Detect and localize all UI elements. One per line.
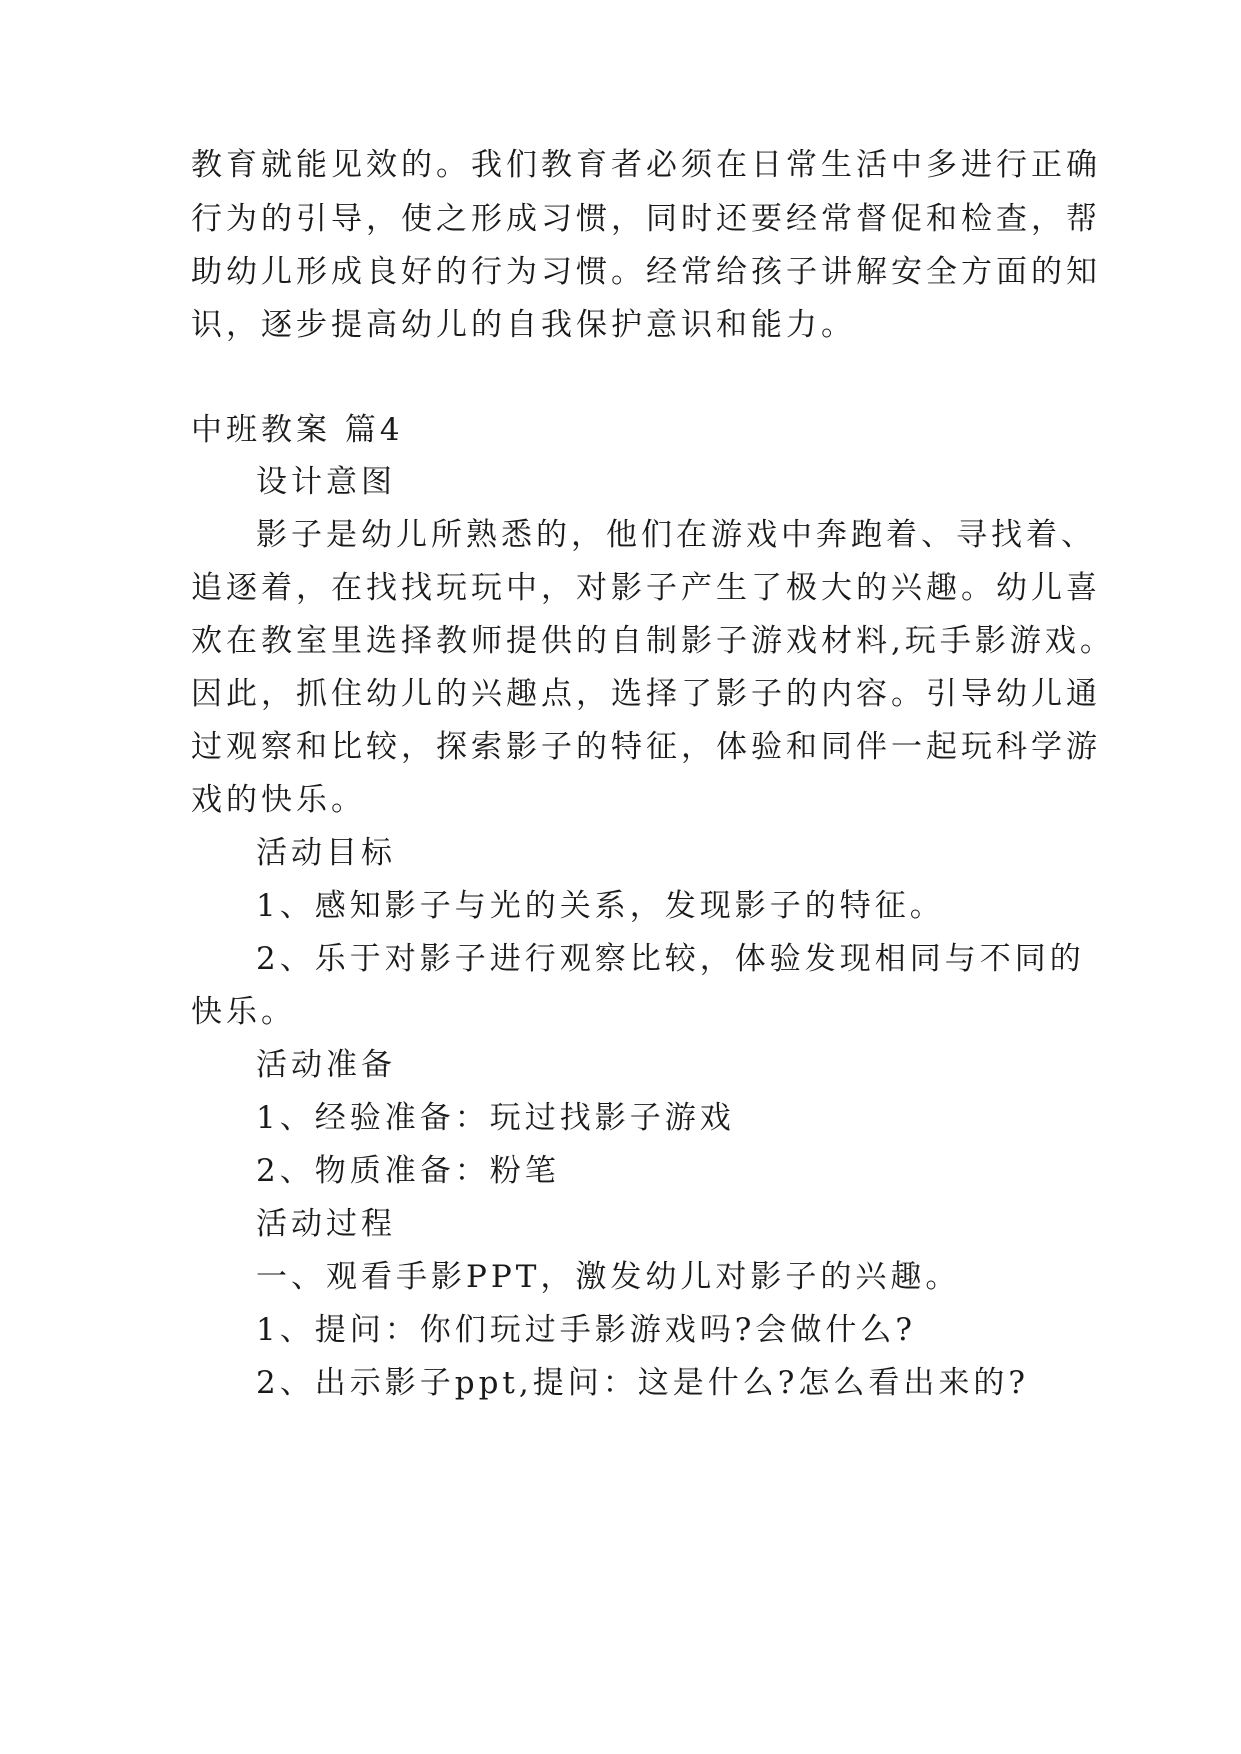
section-title: 中班教案 篇4 [191,412,404,448]
activity-process-heading: 活动过程 [256,1206,396,1242]
intro-line-3: 助幼儿形成良好的行为习惯。经常给孩子讲解安全方面的知 [191,254,1101,290]
process-step-1: 一、观看手影PPT，激发幼儿对影子的兴趣。 [256,1259,961,1295]
design-intent-line-4: 因此，抓住幼儿的兴趣点，选择了影子的内容。引导幼儿通 [191,676,1101,712]
goal-2-line-1: 2、乐于对影子进行观察比较，体验发现相同与不同的 [256,941,1085,977]
intro-line-2: 行为的引导，使之形成习惯，同时还要经常督促和检查，帮 [191,201,1101,237]
design-intent-line-2: 追逐着，在找找玩玩中，对影子产生了极大的兴趣。幼儿喜 [191,570,1101,606]
design-intent-heading: 设计意图 [256,464,396,500]
intro-line-1: 教育就能见效的。我们教育者必须在日常生活中多进行正确 [191,147,1101,183]
design-intent-line-1: 影子是幼儿所熟悉的，他们在游戏中奔跑着、寻找着、 [256,517,1096,553]
activity-prep-heading: 活动准备 [256,1047,396,1083]
process-item-1: 1、提问：你们玩过手影游戏吗?会做什么? [256,1312,916,1348]
process-item-2: 2、出示影子ppt,提问：这是什么?怎么看出来的? [256,1365,1029,1401]
goal-1: 1、感知影子与光的关系，发现影子的特征。 [256,888,945,924]
design-intent-line-3: 欢在教室里选择教师提供的自制影子游戏材料,玩手影游戏。 [191,623,1115,659]
goal-2-line-2: 快乐。 [191,994,296,1030]
intro-line-4: 识，逐步提高幼儿的自我保护意识和能力。 [191,307,856,343]
design-intent-line-6: 戏的快乐。 [191,782,366,818]
prep-item-1: 1、经验准备：玩过找影子游戏 [256,1100,735,1136]
activity-goals-heading: 活动目标 [256,835,396,871]
prep-item-2: 2、物质准备：粉笔 [256,1153,560,1189]
design-intent-line-5: 过观察和比较，探索影子的特征，体验和同伴一起玩科学游 [191,729,1101,765]
